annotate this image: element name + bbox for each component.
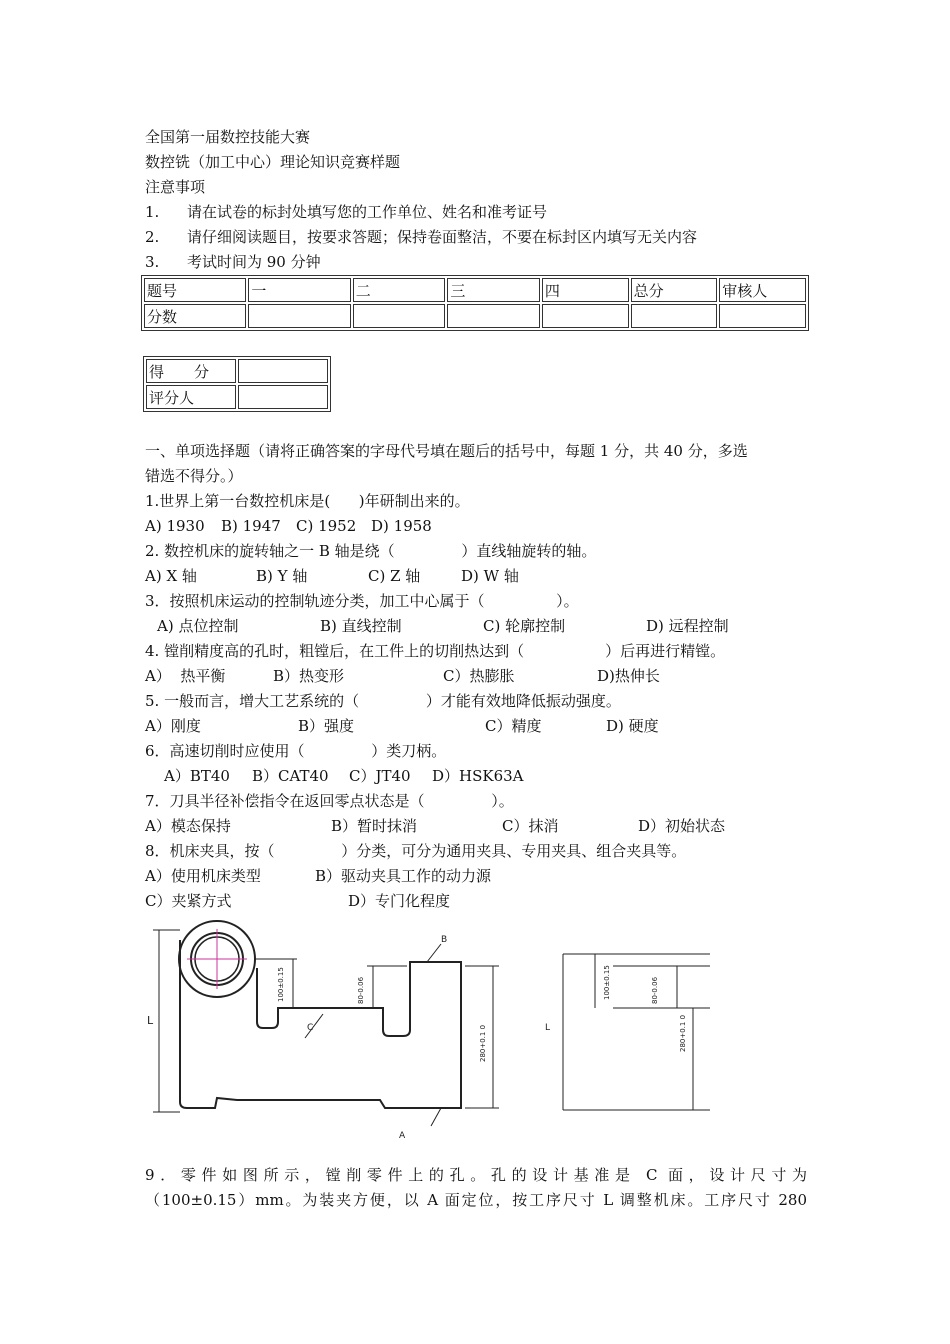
label-a: A: [399, 1131, 406, 1141]
score-cell[interactable]: [248, 304, 350, 328]
option: B）CAT40: [252, 767, 329, 785]
option: B) Y 轴: [256, 567, 308, 585]
grader-table: [143, 356, 331, 412]
question-9-line2: （100±0.15）mm。为装夹方便，以 A 面定位，按工序尺寸 L 调整机床。工序尺寸 280: [145, 1191, 807, 1209]
option: A）模态保持: [145, 817, 231, 835]
score-cell[interactable]: [631, 304, 718, 328]
label-c: C: [307, 1023, 314, 1033]
exam-title: 全国第一届数控技能大赛: [145, 128, 311, 146]
note-number: 3.: [145, 253, 160, 271]
option: D)热伸长: [597, 667, 660, 685]
option: C）抹消: [502, 817, 559, 835]
label-l: L: [147, 1014, 154, 1027]
score-table-header: 三: [447, 278, 540, 302]
note-text: 请在试卷的标封处填写您的工作单位、姓名和准考证号: [187, 203, 548, 221]
option: D）HSK63A: [432, 767, 524, 785]
option: D) 远程控制: [646, 617, 729, 635]
grader-row: [146, 359, 328, 383]
option: D）专门化程度: [348, 892, 451, 910]
question: 5. 一般而言，增大工艺系统的（ ）才能有效地降低振动强度。: [145, 692, 621, 710]
grader-label: 评分人: [146, 385, 236, 409]
score-table-header: 审核人: [719, 278, 806, 302]
option: A）BT40: [164, 767, 230, 785]
grader-row: [146, 385, 328, 409]
option: A) 点位控制: [157, 617, 239, 635]
exam-subtitle: 数控铣（加工中心）理论知识竞赛样题: [145, 153, 401, 171]
grader-label: 得 分: [146, 359, 236, 383]
option: D）初始状态: [638, 817, 726, 835]
question: 6．高速切削时应使用（ ）类刀柄。: [145, 742, 447, 760]
score-row-label: 分数: [144, 304, 246, 328]
score-cell[interactable]: [719, 304, 806, 328]
question: 4. 镗削精度高的孔时，粗镗后，在工件上的切削热达到（ ）后再进行精镗。: [145, 642, 726, 660]
option: C) 轮廓控制: [483, 617, 566, 635]
option: A) 1930: [145, 517, 205, 535]
note-text: 考试时间为 90 分钟: [187, 253, 321, 271]
notice-heading: 注意事项: [145, 178, 206, 196]
score-table: [141, 275, 809, 331]
question: 2. 数控机床的旋转轴之一 B 轴是绕（ ）直线轴旋转的轴。: [145, 542, 597, 560]
section-heading: 一、单项选择题（请将正确答案的字母代号填在题后的括号中，每题 1 分，共 40 分，多选: [145, 442, 748, 460]
question: 8．机床夹具，按（ ）分类，可分为通用夹具、专用夹具、组合夹具等。: [145, 842, 687, 860]
option: A）刚度: [145, 717, 201, 735]
grader-cell[interactable]: [238, 359, 328, 383]
score-cell[interactable]: [353, 304, 446, 328]
option: D) 硬度: [606, 717, 659, 735]
option: B）驱动夹具工作的动力源: [315, 867, 492, 885]
score-cell[interactable]: [542, 304, 629, 328]
score-table-row: [144, 304, 806, 328]
dim-280: 280+0.1 0: [479, 1024, 487, 1062]
option: B）暂时抹消: [331, 817, 418, 835]
label-b: B: [441, 935, 448, 945]
note-number: 1.: [145, 203, 160, 221]
score-table-header: 二: [353, 278, 446, 302]
right-dim-100: 100±0.15: [603, 965, 611, 1000]
note-text: 请仔细阅读题目，按要求答题；保持卷面整洁，不要在标封区内填写无关内容: [187, 228, 698, 246]
dim-80: 80-0.06: [357, 976, 365, 1004]
option: C) 1952: [296, 517, 357, 535]
option: A） 热平衡: [145, 667, 226, 685]
option: D) W 轴: [461, 567, 519, 585]
option: B) 1947: [221, 517, 281, 535]
option: A) X 轴: [145, 567, 197, 585]
option: C）热膨胀: [443, 667, 515, 685]
score-table-header: 总分: [631, 278, 718, 302]
question: 1.世界上第一台数控机床是( )年研制出来的。: [145, 492, 470, 510]
option: A）使用机床类型: [145, 867, 261, 885]
option: B）热变形: [273, 667, 345, 685]
score-table-header-row: [144, 278, 806, 302]
grader-cell[interactable]: [238, 385, 328, 409]
option: C）精度: [485, 717, 542, 735]
question: 7．刀具半径补偿指令在返回零点状态是（ ）。: [145, 792, 514, 810]
option: B) 直线控制: [320, 617, 402, 635]
right-dim-280: 280+0.1 0: [679, 1014, 687, 1052]
part-drawing: [145, 912, 720, 1147]
right-dim-80: 80-0.06: [651, 976, 659, 1004]
option: B）强度: [298, 717, 355, 735]
section-heading-cont: 错选不得分。）: [145, 467, 243, 485]
option: C）JT40: [349, 767, 411, 785]
score-table-header: 四: [542, 278, 629, 302]
score-table-header: 一: [248, 278, 350, 302]
option: D) 1958: [371, 517, 432, 535]
score-table-header: 题号: [144, 278, 246, 302]
right-label-l: L: [545, 1023, 551, 1033]
option: C）夹紧方式: [145, 892, 232, 910]
score-cell[interactable]: [447, 304, 540, 328]
question-9-line1: 9．零件如图所示，镗削零件上的孔。孔的设计基准是 C 面，设计尺寸为: [145, 1166, 807, 1184]
dim-100: 100±0.15: [277, 967, 285, 1002]
note-number: 2.: [145, 228, 160, 246]
option: C) Z 轴: [368, 567, 421, 585]
question: 3．按照机床运动的控制轨迹分类，加工中心属于（ ）。: [145, 592, 579, 610]
